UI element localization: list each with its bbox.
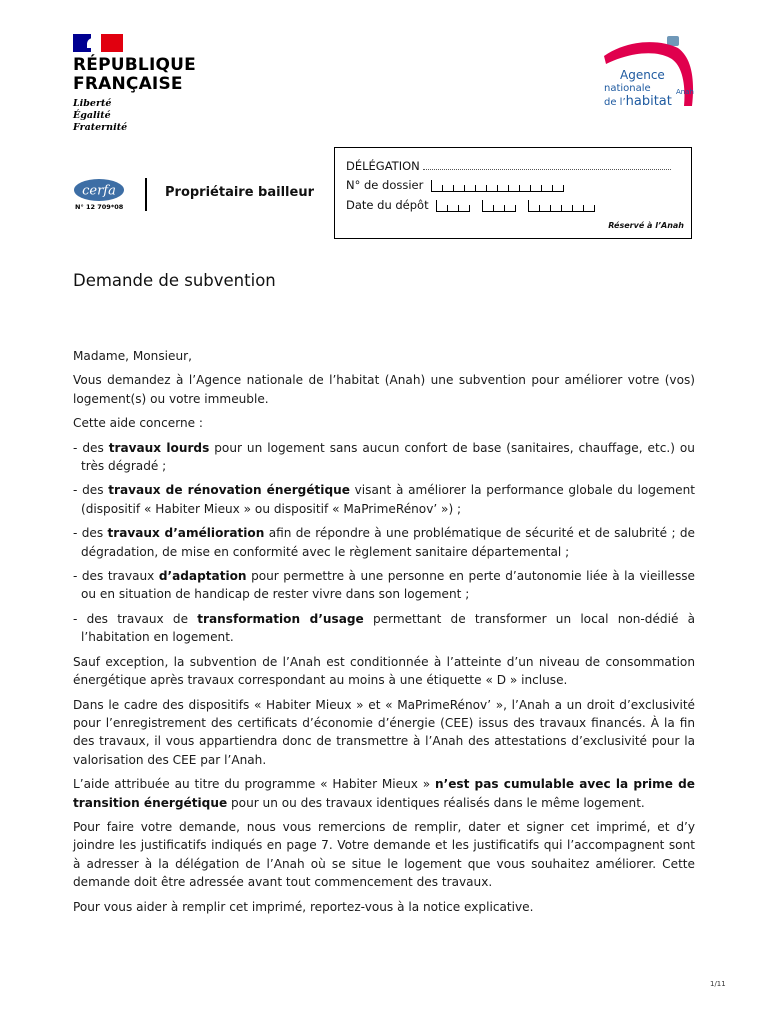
motto-fraternite: Fraternité (73, 122, 128, 133)
deposit-year-field[interactable] (528, 200, 595, 212)
cerfa-separator (145, 178, 147, 211)
owner-type-label: Propriétaire bailleur (165, 185, 314, 200)
help-paragraph: Pour vous aider à remplir cet imprimé, reportez-vous à la notice explicative. (73, 899, 534, 914)
republic-motto (73, 98, 127, 134)
motto-egalite: Égalité (73, 110, 111, 121)
delegation-field[interactable] (423, 159, 671, 170)
republic-line-2: FRANÇAISE (73, 74, 183, 94)
cerfa-logo-text: cerfa (82, 183, 116, 199)
deposit-month-field[interactable] (482, 200, 516, 212)
cumul-paragraph: L’aide attribuée au titre du programme « Habiter Mieux » n’est pas cumulable avec la prime de transition énergétique pour un ou des travaux identiques réalisés dans le même logement. (73, 777, 695, 810)
motto-liberte: Liberté (73, 98, 112, 109)
bullet-transformation-usage: - des travaux de transformation d’usage permettant de transformer un local non-dédié à l’habitation en logement. (73, 611, 695, 645)
cerfa-number: N° 12 709*08 (75, 203, 124, 211)
bullet-amelioration: - des travaux d’amélioration afin de répondre à une problématique de sécurité et de salubrité ; de dégradation, de mise en conformité avec le règlement sanitaire départemental ; (73, 526, 695, 559)
page-number: 1/11 (710, 980, 726, 988)
aid-concerns-label: Cette aide concerne : (73, 416, 203, 431)
agency-line-3-prefix: de l’ (604, 97, 626, 108)
marianne-flag-icon (73, 34, 123, 52)
reserved-anah-box (334, 147, 692, 239)
deposit-day-field[interactable] (436, 200, 470, 212)
letter-body (73, 347, 695, 922)
reserved-note: Réservé à l’Anah (608, 221, 684, 230)
dossier-row (346, 178, 564, 192)
delegation-label: DÉLÉGATION (346, 159, 420, 173)
republic-line-1: RÉPUBLIQUE (73, 55, 196, 75)
deposit-label: Date du dépôt (346, 198, 429, 212)
instructions-paragraph: Pour faire votre demande, nous vous remercions de remplir, dater et signer cet imprimé, et d’y joindre les justificatifs indiqués en page 7. Votre demande et les justificatifs qui l’accompagnent sont à adresser à la délégation de l’Anah où se situe le logement que vous souhaitez améliorer. Cette demande doit être adressée avant tout commencement des travaux. (73, 819, 695, 890)
deposit-row (346, 198, 595, 212)
intro-paragraph: Vous demandez à l’Agence nationale de l’habitat (Anah) une subvention pour améliorer votre (vos) logement(s) ou votre immeuble. (73, 373, 695, 406)
dossier-label: N° de dossier (346, 178, 424, 192)
bullet-adaptation: - des travaux d’adaptation pour permettre à une personne en perte d’autonomie liée à la vieillesse ou en situation de handicap de rester vivre dans son logement ; (73, 569, 695, 602)
cee-paragraph: Dans le cadre des dispositifs « Habiter Mieux » et « MaPrimeRénov’ », l’Anah a un droit d’exclusivité pour l’enregistrement des certificats d’économie d’énergie (CEE) issus des travaux financés. À la fin des travaux, il vous appartiendra donc de transmettre à l’Anah des attestations d’exclusivité pour la valorisation des CEE par l’Anah. (73, 697, 695, 767)
agency-line-3-habitat: habitat (625, 94, 672, 109)
republic-name (73, 56, 196, 94)
greeting: Madame, Monsieur, (73, 349, 192, 363)
bullet-renovation-energetique: - des travaux de rénovation énergétique visant à améliorer la performance globale du logement (dispositif « Habiter Mieux » ou dispositif « MaPrimeRénov’ ») ; (73, 483, 695, 516)
agency-tag: Anah (676, 88, 694, 96)
agency-line-3 (604, 94, 672, 109)
agency-line-2: nationale (604, 83, 651, 94)
delegation-row (346, 159, 671, 173)
dossier-number-field[interactable] (431, 180, 564, 192)
cerfa-logo-icon (73, 178, 125, 202)
agency-line-1: Agence (620, 68, 665, 82)
bullet-travaux-lourds: - des travaux lourds pour un logement sans aucun confort de base (sanitaires, chauffage, etc.) ou très dégradé ; (73, 440, 695, 474)
condition-paragraph: Sauf exception, la subvention de l’Anah est conditionnée à l’atteinte d’un niveau de consommation énergétique après travaux correspondant au moins à une étiquette « D » incluse. (73, 654, 695, 688)
page-title: Demande de subvention (73, 271, 276, 290)
